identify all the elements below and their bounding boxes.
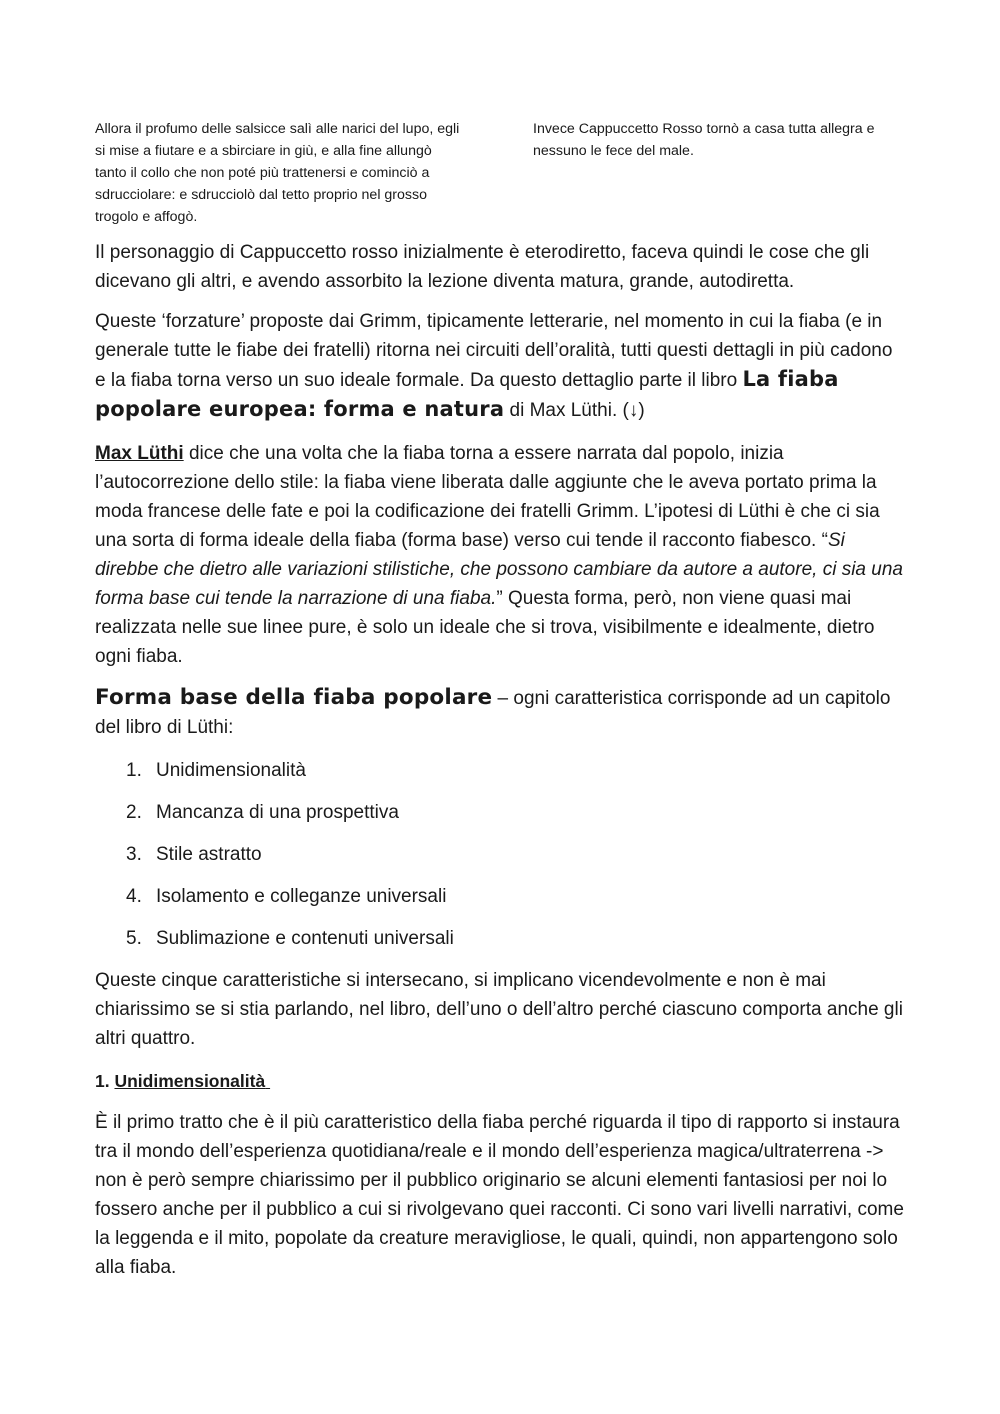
left-column-text: Allora il profumo delle salsicce salì alle narici del lupo, egli si mise a fiutare e a sbirciare in giù, e alla fine allungò tanto il collo che non poté più trattenersi e cominciò a sdrucciolare: e sdrucciolò dal tetto proprio nel grosso trogolo e affogò. xyxy=(95,121,460,225)
list-item-text: Sublimazione e contenuti universali xyxy=(156,928,454,949)
list-item-text: Isolamento e colleganze universali xyxy=(156,886,447,907)
list-item xyxy=(95,756,905,798)
section-heading-unidimensionalita xyxy=(95,1067,905,1096)
list-item xyxy=(95,882,905,924)
list-item xyxy=(95,798,905,840)
section-forma-base xyxy=(95,683,905,742)
list-item-number: 3. xyxy=(126,844,142,865)
list-item-number: 4. xyxy=(126,886,142,907)
author-name-link[interactable]: Max Lüthi xyxy=(95,443,184,464)
paragraph-luthi-text2: ” Questa forma, però, non viene quasi mai realizzata nelle sue linee pure, è solo un ideale che si trova, visibilmente e idealmente, dietro ogni fiaba. xyxy=(95,588,875,667)
list-item-number: 5. xyxy=(126,928,142,949)
list-item xyxy=(95,840,905,882)
list-item-number: 2. xyxy=(126,802,142,823)
section-number: 1. xyxy=(95,1071,110,1091)
paragraph-luthi xyxy=(95,439,905,671)
paragraph-five-traits: Queste cinque caratteristiche si intersecano, si implicano vicendevolmente e non è mai chiarissimo se si stia parlando, nel libro, dell’uno o dell’altro perché ciascuno comporta anche gli altri quattro. xyxy=(95,970,903,1049)
book-author-ref: di Max Lüthi. (↓) xyxy=(504,400,645,421)
right-column-text: Invece Cappuccetto Rosso tornò a casa tutta allegra e nessuno le fece del male. xyxy=(533,121,875,159)
luthi-quote: Si direbbe che dietro alle variazioni stilistiche, che possono cambiare da autore a autore, ci sia una forma base cui tende la narrazione di una fiaba. xyxy=(95,530,903,609)
paragraph-grimm xyxy=(95,307,905,425)
list-item-text: Unidimensionalità xyxy=(156,760,306,781)
list-item-text: Stile astratto xyxy=(156,844,262,865)
list-item-number: 1. xyxy=(126,760,142,781)
section-title: Unidimensionalità xyxy=(114,1071,266,1091)
paragraph-luthi-text1: dice che una volta che la fiaba torna a essere narrata dal popolo, inizia l’autocorrezione dello stile: la fiaba viene liberata dalle aggiunte che le aveva portato prima la moda francese delle fate e poi la codificazione dei fratelli Grimm. L’ipotesi di Lüthi è che ci sia una sorta di forma ideale della fiaba (forma base) verso cui tende il racconto fiabesco. “ xyxy=(95,443,880,551)
two-column-excerpt xyxy=(95,118,905,228)
list-item-text: Mancanza di una prospettiva xyxy=(156,802,399,823)
characteristics-list xyxy=(95,756,905,966)
section-forma-text: – ogni caratteristica corrisponde ad un capitolo del libro di Lüthi: xyxy=(95,688,891,738)
section-forma-heading: Forma base della fiaba popolare xyxy=(95,685,493,710)
book-title: La fiaba popolare europea: forma e natura xyxy=(95,367,839,421)
paragraph-character: Il personaggio di Cappuccetto rosso inizialmente è eterodiretto, faceva quindi le cose che gli dicevano gli altri, e avendo assorbito la lezione diventa matura, grande, autodiretta. xyxy=(95,242,870,292)
paragraph-grimm-text: Queste ‘forzature’ proposte dai Grimm, tipicamente letterarie, nel momento in cui la fiaba (e in generale tutte le fiabe dei fratelli) ritorna nei circuiti dell’oralità, tutti questi dettagli in più cadono e la fiaba torna verso un suo ideale formale. Da questo dettaglio parte il libro xyxy=(95,311,893,391)
document-page xyxy=(95,118,905,1282)
list-item xyxy=(95,924,905,966)
paragraph-unidimensionalita: È il primo tratto che è il più caratteristico della fiaba perché riguarda il tipo di rapporto si instaura tra il mondo dell’esperienza quotidiana/reale e il mondo dell’esperienza magica/ultraterrena -> non è però sempre chiarissimo per il pubblico originario se alcuni elementi fantasiosi per noi lo fossero anche per il pubblico a cui si rivolgevano quei racconti. Ci sono vari livelli narrativi, come la leggenda e il mito, popolate da creature meravigliose, le quali, quindi, non appartengono solo alla fiaba. xyxy=(95,1112,904,1278)
